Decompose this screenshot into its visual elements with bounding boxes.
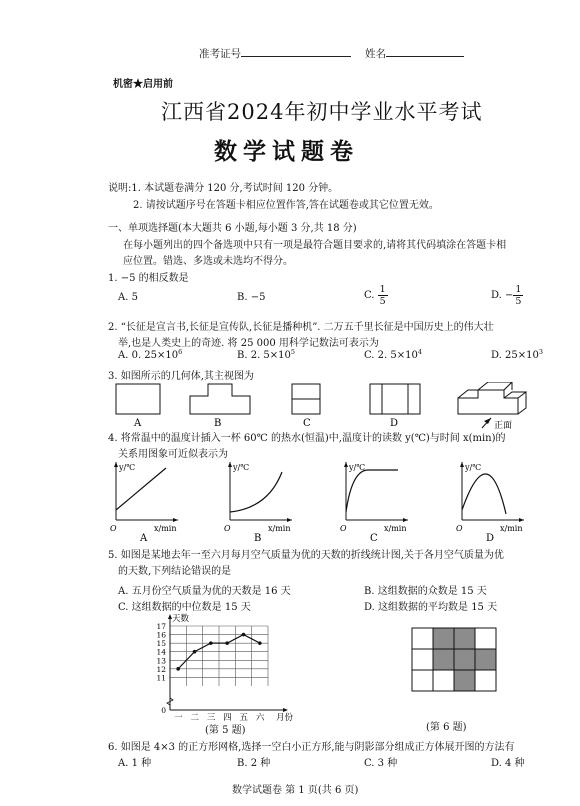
- q4-graph-c-label: C: [370, 533, 378, 542]
- q4-graph-d-y-label: y/℃: [465, 463, 482, 472]
- page-footer: 数学试题卷 第 1 页(共 6 页): [232, 785, 359, 796]
- section-heading: 一、单项选择题(本大题共 6 小题,每小题 3 分,共 18 分): [108, 223, 357, 234]
- q4-graph-c-y-label: y/℃: [349, 463, 366, 472]
- q1-option-c: [364, 284, 388, 307]
- q6-shaded-cell: [475, 649, 496, 670]
- q4-graph-b-x-label: x/min: [268, 524, 291, 533]
- q5-x-tick: 三: [206, 713, 216, 723]
- q1-d-prefix: D. −: [491, 290, 514, 301]
- q6-blank-cell: [412, 670, 433, 691]
- q1-option-a: A. 5: [118, 292, 138, 303]
- q5-y-tick: 13: [156, 656, 166, 666]
- q4-graph-d-x-label: x/min: [500, 524, 523, 533]
- exam-id-label: 准考证号: [199, 48, 241, 60]
- q5-caption: (第 5 题): [205, 725, 246, 736]
- q5-option-a: A. 五月份空气质量为优的天数是 16 天: [118, 586, 291, 597]
- q2-option-c: [364, 350, 422, 361]
- q4-graph-c-x-label: x/min: [384, 524, 407, 533]
- q5-stem-2: 的天数,下列结论错误的是: [118, 566, 232, 577]
- q6-blank-cell: [412, 628, 433, 649]
- section-desc-1: 在每小题列出的四个备选项中只有一项是最符合题目要求的,请将其代码填涂在答题卡相: [123, 240, 507, 251]
- q4-graph-b-label: B: [254, 533, 262, 542]
- q4-graph-a-x-label: x/min: [154, 524, 177, 533]
- q4-graph-c-y-arrow: [344, 462, 348, 467]
- q4-graph-b: [224, 462, 292, 542]
- name-label: 姓名: [365, 48, 386, 60]
- q4-graph-b-x-arrow: [287, 518, 292, 522]
- q2-stem-1: 2. “长征是宣言书,长征是宣传队,长征是播种机”. 二万五千里长征是中国历史上的伟大壮: [108, 322, 494, 333]
- q1-c-numerator: 1: [379, 284, 386, 295]
- q4-graph-a-x-arrow: [173, 518, 178, 522]
- q4-graph-a-origin: O: [110, 524, 117, 533]
- q5-x-tick: 五: [239, 713, 249, 723]
- q3-figure-c: [292, 384, 320, 414]
- q5-data-point: [242, 633, 246, 637]
- q6-shaded-cell: [454, 649, 475, 670]
- q3-front-label: 正面: [494, 421, 513, 431]
- q4-graph-a-label: A: [140, 533, 148, 542]
- q5-data-point: [225, 641, 229, 645]
- name-blank: [386, 46, 464, 57]
- q3-label-a: A: [134, 418, 142, 429]
- q6-option-c: C. 3 种: [364, 758, 398, 769]
- q3-figure-b: [190, 384, 250, 414]
- q2-c-text: C. 2. 5×10: [364, 350, 418, 361]
- q1-option-b: B. −5: [237, 292, 266, 303]
- q5-x-arrow: [283, 708, 288, 712]
- q4-graph-d-origin: O: [456, 524, 463, 533]
- q2-b-exponent: 5: [290, 348, 296, 356]
- q6-blank-cell: [475, 670, 496, 691]
- q4-graph-c-x-arrow: [403, 518, 408, 522]
- q2-option-b: [237, 350, 295, 361]
- q4-graph-d: [456, 462, 524, 542]
- q5-y-tick: 17: [156, 622, 166, 631]
- q1-d-fraction: [513, 284, 523, 307]
- q4-graphs: [108, 458, 528, 542]
- q2-option-a: [118, 350, 182, 361]
- q2-c-exponent: 4: [417, 348, 422, 356]
- section-desc-2: 应位置。错选、多选或未选均不得分。: [123, 256, 293, 267]
- q5-y-tick: 12: [156, 664, 166, 674]
- q6-blank-cell: [475, 628, 496, 649]
- q5-data-point: [193, 650, 197, 654]
- q1-option-d: [491, 284, 523, 307]
- q3-arrow-head: [484, 418, 491, 424]
- q5-data-point: [209, 641, 213, 645]
- q2-a-text: A. 0. 25×10: [118, 350, 179, 361]
- q3-figure-d: [370, 384, 420, 414]
- q5-x-tick: 四: [223, 713, 232, 723]
- q4-stem-1: 4. 将常温中的温度计插入一杯 60℃ 的热水(恒温)中,温度计的读数 y(℃)与时间 x(min)的: [108, 433, 506, 444]
- q4-graph-b-y-arrow: [228, 462, 232, 467]
- q5-x-label: 月份: [276, 713, 294, 723]
- q3-figure-a: [116, 384, 160, 414]
- q4-graph-d-label: D: [486, 533, 495, 542]
- q5-data-point: [176, 667, 180, 671]
- secrecy-label: 机密★启用前: [113, 79, 173, 90]
- q5-option-d: D. 这组数据的平均数是 15 天: [364, 602, 498, 613]
- q2-stem-2: 举,也是人类史上的奇迹. 将 25 000 用科学记数法可表示为: [118, 338, 379, 349]
- q2-d-text: D. 25×10: [491, 350, 539, 361]
- q4-graph-c-origin: O: [340, 524, 347, 533]
- instruction-2: 2. 请按试题序号在答题卡相应位置作答,答在试题卷或其它位置无效。: [133, 200, 439, 211]
- q4-stem-2: 关系用图象可近似表示为: [118, 449, 228, 460]
- q5-x-tick: 六: [255, 713, 265, 723]
- q5-x-tick: 一: [174, 713, 183, 723]
- q5-grid: [170, 626, 268, 686]
- exam-title: 江西省2024年初中学业水平考试: [161, 100, 483, 124]
- q4-graph-d-curve: [462, 474, 506, 514]
- q5-y-tick: 11: [156, 673, 166, 683]
- q1-d-numerator: 1: [515, 284, 522, 295]
- q5-option-b: B. 这组数据的众数是 15 天: [364, 586, 487, 597]
- q4-graph-c-curve: [346, 470, 398, 512]
- q4-graph-a-curve: [116, 468, 166, 510]
- q3-label-c: C: [303, 418, 311, 429]
- q5-axis-break: [167, 686, 173, 710]
- q4-graph-a: [110, 462, 178, 542]
- q6-shaded-cell: [433, 628, 454, 649]
- q4-graph-a-y-arrow: [114, 462, 118, 467]
- q6-shaded-cell: [454, 628, 475, 649]
- q5-option-c: C. 这组数据的中位数是 15 天: [118, 602, 251, 613]
- q1-stem: 1. −5 的相反数是: [108, 273, 189, 284]
- q3-label-d: D: [390, 418, 399, 429]
- q4-graph-b-origin: O: [224, 524, 231, 533]
- q4-graph-c: [340, 462, 408, 542]
- q6-shaded-cell: [433, 649, 454, 670]
- q5-y-tick: 0: [161, 706, 166, 715]
- q2-a-exponent: 6: [178, 348, 183, 356]
- q5-y-tick: 14: [156, 647, 166, 657]
- exam-id-blank: [241, 46, 351, 57]
- q5-y-label: 天数: [172, 614, 190, 624]
- q4-graph-d-x-arrow: [519, 518, 524, 522]
- q6-option-a: A. 1 种: [118, 758, 152, 769]
- q5-x-tick: 二: [190, 713, 200, 723]
- q6-option-b: B. 2 种: [237, 758, 271, 769]
- name-field: [365, 46, 464, 61]
- q6-option-d: D. 4 种: [491, 758, 525, 769]
- q4-graph-a-y-label: y/℃: [119, 463, 136, 472]
- q2-option-d: [491, 350, 543, 361]
- q6-shaded-cell: [454, 670, 475, 691]
- q1-c-prefix: C.: [364, 290, 375, 301]
- q1-d-denominator: 5: [515, 296, 522, 307]
- q6-caption: (第 6 题): [426, 722, 467, 733]
- q2-b-text: B. 2. 5×10: [237, 350, 291, 361]
- exam-id-field: [199, 46, 351, 61]
- q3-stem: 3. 如图所示的几何体,其主视图为: [108, 371, 254, 382]
- q6-blank-cell: [412, 649, 433, 670]
- q3-label-b: B: [214, 418, 222, 429]
- q6-stem: 6. 如图是 4×3 的正方形网格,选择一空白小正方形,能与阴影部分组成正方体展开图的方法有: [108, 742, 515, 753]
- q6-grid-figure: [410, 626, 500, 692]
- q4-graph-b-y-label: y/℃: [233, 463, 250, 472]
- q5-data-point: [258, 641, 262, 645]
- q6-blank-cell: [433, 670, 454, 691]
- q5-line-chart: [140, 612, 310, 724]
- q4-graph-d-y-arrow: [460, 462, 464, 467]
- q1-c-fraction: [378, 284, 388, 307]
- paper-title: 数学试题卷: [214, 138, 359, 165]
- q2-d-exponent: 3: [538, 348, 543, 356]
- q3-solid-figure: [458, 382, 526, 414]
- q3-figures: [108, 382, 528, 432]
- q5-stem-1: 5. 如图是某地去年一至六月每月空气质量为优的天数的折线统计图,关于各月空气质量为优: [108, 550, 504, 561]
- q1-c-denominator: 5: [379, 296, 386, 307]
- instruction-1: 说明:1. 本试题卷满分 120 分,考试时间 120 分钟。: [108, 183, 339, 194]
- q5-y-tick: 15: [156, 639, 166, 649]
- q5-y-tick: 16: [156, 630, 166, 640]
- q4-graph-b-curve: [230, 472, 282, 512]
